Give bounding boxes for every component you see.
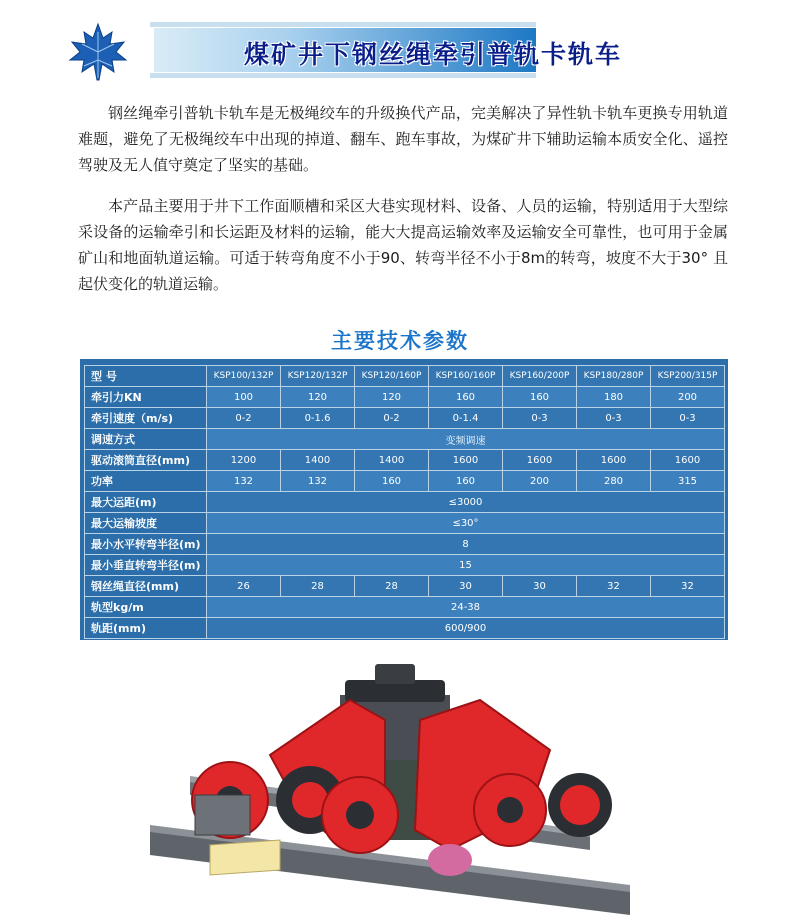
page-title: 煤矿井下钢丝绳牵引普轨卡轨车 <box>244 40 623 69</box>
row-label: 钢丝绳直径(mm) <box>85 576 207 597</box>
value-cell: 0-1.4 <box>429 408 503 429</box>
row-label: 型 号 <box>85 366 207 387</box>
value-cell: 28 <box>355 576 429 597</box>
value-cell: 132 <box>207 471 281 492</box>
spec-table-panel <box>80 359 728 640</box>
table-row-max-distance <box>85 492 725 513</box>
row-label: 功率 <box>85 471 207 492</box>
table-row-min-v-radius <box>85 555 725 576</box>
value-cell: 26 <box>207 576 281 597</box>
model-cell: KSP200/315P <box>651 366 725 387</box>
value-cell: 160 <box>355 471 429 492</box>
value-cell: 0-2 <box>207 408 281 429</box>
value-cell: 132 <box>281 471 355 492</box>
value-cell: 0-3 <box>651 408 725 429</box>
value-cell: 160 <box>429 471 503 492</box>
value-cell: ≤30° <box>207 513 725 534</box>
maple-leaf-icon <box>68 22 128 82</box>
value-cell: 315 <box>651 471 725 492</box>
value-cell: 120 <box>355 387 429 408</box>
value-cell: 1400 <box>355 450 429 471</box>
value-cell: 0-1.6 <box>281 408 355 429</box>
rail-car-illustration <box>150 660 630 920</box>
model-cell: KSP160/200P <box>503 366 577 387</box>
value-cell: 8 <box>207 534 725 555</box>
value-cell: 0-2 <box>355 408 429 429</box>
value-cell: 0-3 <box>503 408 577 429</box>
value-cell: 1600 <box>503 450 577 471</box>
row-label: 最小垂直转弯半径(m) <box>85 555 207 576</box>
model-cell: KSP180/280P <box>577 366 651 387</box>
row-label: 最小水平转弯半径(m) <box>85 534 207 555</box>
table-row-drum <box>85 450 725 471</box>
value-cell: 160 <box>503 387 577 408</box>
value-cell: 1600 <box>577 450 651 471</box>
value-cell: 1600 <box>429 450 503 471</box>
table-row-max-slope <box>85 513 725 534</box>
intro-paragraph-1: 钢丝绳牵引普轨卡轨车是无极绳绞车的升级换代产品，完美解决了异性轨卡轨车更换专用轨道难题，避免了无极绳绞车中出现的掉道、翻车、跑车事故，为煤矿井下辅助运输本质安全化、遥控驾驶及无人值守奠定了坚实的基础。 <box>78 104 728 174</box>
value-cell: 120 <box>281 387 355 408</box>
table-row-rope <box>85 576 725 597</box>
value-cell: 200 <box>503 471 577 492</box>
row-label: 轨型kg/m <box>85 597 207 618</box>
row-label: 牵引力KN <box>85 387 207 408</box>
value-cell: 280 <box>577 471 651 492</box>
table-row-traction <box>85 387 725 408</box>
table-row-speed <box>85 408 725 429</box>
value-cell: 200 <box>651 387 725 408</box>
value-cell: 28 <box>281 576 355 597</box>
value-cell: 32 <box>577 576 651 597</box>
value-cell: 180 <box>577 387 651 408</box>
row-label: 驱动滚筒直径(mm) <box>85 450 207 471</box>
value-cell: 600/900 <box>207 618 725 639</box>
table-row-gauge <box>85 618 725 639</box>
value-cell: 30 <box>429 576 503 597</box>
value-cell: 1400 <box>281 450 355 471</box>
table-row-power <box>85 471 725 492</box>
spec-table <box>84 365 725 639</box>
table-row-rail <box>85 597 725 618</box>
value-cell: 160 <box>429 387 503 408</box>
value-cell: 100 <box>207 387 281 408</box>
value-cell: 15 <box>207 555 725 576</box>
model-cell: KSP160/160P <box>429 366 503 387</box>
row-label: 调速方式 <box>85 429 207 450</box>
table-row-min-h-radius <box>85 534 725 555</box>
value-cell: 24-38 <box>207 597 725 618</box>
row-label: 牵引速度（m/s) <box>85 408 207 429</box>
value-cell: 1200 <box>207 450 281 471</box>
value-cell: 0-3 <box>577 408 651 429</box>
model-cell: KSP100/132P <box>207 366 281 387</box>
value-cell: 30 <box>503 576 577 597</box>
value-cell: 1600 <box>651 450 725 471</box>
value-cell: 32 <box>651 576 725 597</box>
value-cell: ≤3000 <box>207 492 725 513</box>
model-cell: KSP120/132P <box>281 366 355 387</box>
table-row-header <box>85 366 725 387</box>
value-cell: 变频调速 <box>207 429 725 450</box>
model-cell: KSP120/160P <box>355 366 429 387</box>
row-label: 最大运距(m) <box>85 492 207 513</box>
row-label: 最大运输坡度 <box>85 513 207 534</box>
section-title: 主要技术参数 <box>331 329 469 353</box>
intro-paragraph-2: 本产品主要用于井下工作面顺槽和采区大巷实现材料、设备、人员的运输，特别适用于大型综采设备的运输牵引和长运距及材料的运输，能大大提高运输效率及运输安全可靠性，也可用于金属矿山和地面轨道运输。可适于转弯角度不小于90、转弯半径不小于8m的转弯，坡度不大于30° 且起伏变化的轨道运输。 <box>78 197 728 293</box>
title-banner <box>68 22 623 77</box>
table-row-speed-mode <box>85 429 725 450</box>
row-label: 轨距(mm) <box>85 618 207 639</box>
